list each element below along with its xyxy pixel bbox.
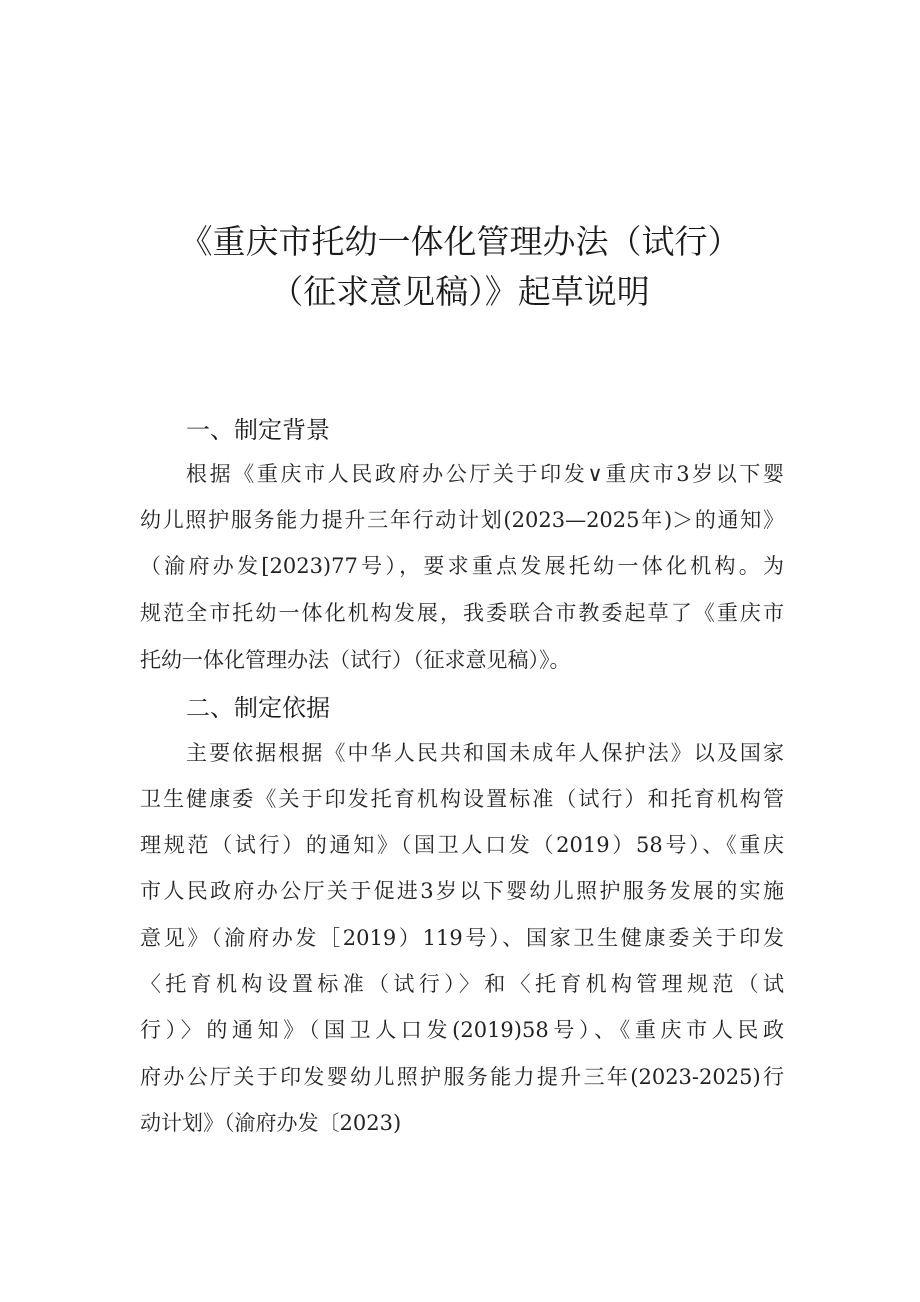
paragraph-line: 意见》（渝府办发［2019）119号）、国家卫生健康委关于印发 xyxy=(140,926,784,950)
document-title-line-1: 《重庆市托幼一体化管理办法（试行） xyxy=(179,222,741,261)
paragraph-line: 规范全市托幼一体化机构发展，我委联合市教委起草了《重庆市 xyxy=(140,601,784,625)
paragraph-line: 托幼一体化管理办法（试行）（征求意见稿）》。 xyxy=(140,648,571,672)
paragraph-line: 卫生健康委《关于印发托育机构设置标准（试行）和托育机构管 xyxy=(140,787,784,811)
paragraph-line: 行）〉的通知》（国卫人口发(2019)58号）、《重庆市人民政 xyxy=(140,1018,784,1042)
section-heading-background: 一、制定背景 xyxy=(186,416,330,444)
paragraph-line: 主要依据根据《中华人民共和国未成年人保护法》以及国家 xyxy=(186,741,784,765)
paragraph-line: 理规范（试行）的通知》（国卫人口发（2019）58号）、《重庆 xyxy=(140,833,784,857)
paragraph-line: （渝府办发[2023)77号），要求重点发展托幼一体化机构。为 xyxy=(140,554,784,578)
paragraph-line: 幼儿照护服务能力提升三年行动计划(2023—2025年)＞的通知》 xyxy=(140,508,784,532)
paragraph-line: 〈托育机构设置标准（试行）〉和〈托育机构管理规范（试 xyxy=(140,972,784,996)
section-heading-basis: 二、制定依据 xyxy=(186,694,330,722)
paragraph-line: 动计划》（渝府办发〔2023) xyxy=(140,1111,402,1135)
paragraph-line: 根据《重庆市人民政府办公厅关于印发∨重庆市3岁以下婴 xyxy=(186,462,784,486)
paragraph-line: 府办公厅关于印发婴幼儿照护服务能力提升三年(2023-2025)行 xyxy=(140,1065,784,1089)
document-title-line-2: （征求意见稿）》起草说明 xyxy=(270,272,650,311)
paragraph-line: 市人民政府办公厅关于促进3岁以下婴幼儿照护服务发展的实施 xyxy=(140,879,784,903)
